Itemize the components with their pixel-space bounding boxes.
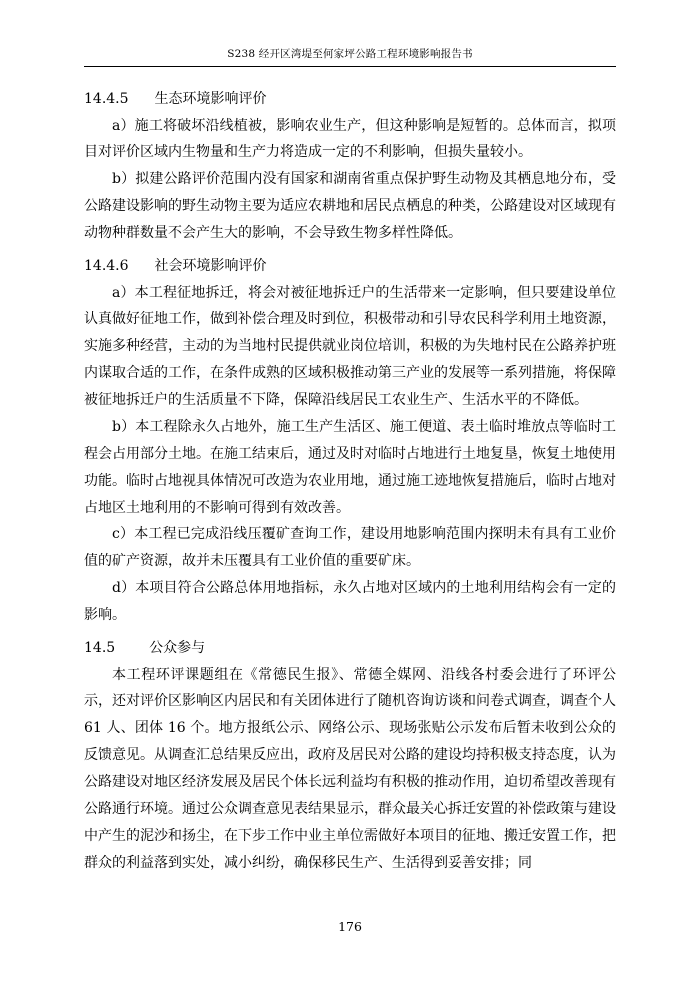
paragraph: b）拟建公路评价范围内没有国家和湖南省重点保护野生动物及其栖息地分布，受公路建设影响的野生动物主要为适应农耕地和居民点栖息的种类，公路建设对区域现有动物种群数量不会产生大的影响，不会导致生物多样性降低。 [84,171,616,242]
paragraph: 本工程环评课题组在《常德民生报》、常德全媒网、沿线各村委会进行了环评公示，还对评价区影响区内居民和有关团体进行了随机咨询访谈和问卷式调查，调查个人 61 人、团体 16 个。地方报纸公示、网络公示、现场张贴公示发布后暂未收到公众的反馈意见。从调查汇总结果反应出，政府及居民对公路的建设均持积极支持态度，认为公路建设对地区经济发展及居民个体长远利益均有积极的推动作用，迫切希望改善现有公路通行环境。通过公众调查意见表结果显示，群众最关心拆迁安置的补偿政策与建设中产生的泥沙和扬尘，在下步工作中业主单位需做好本项目的征地、搬迁安置工作，把群众的利益落到实处，减小纠纷，确保移民生产、生活得到妥善安排；同 [84,666,616,871]
section-number: 14.4.6 [84,257,129,274]
paragraph: b）本工程除永久占地外，施工生产生活区、施工便道、表土临时堆放点等临时工程会占用部分土地。在施工结束后，通过及时对临时占地进行土地复垦，恢复土地使用功能。临时占地视具体情况可改造为农业用地，通过施工迹地恢复措施后，临时占地对占地区土地利用的不影响可得到有效改善。 [84,418,616,516]
section-heading-14-4-6 [84,253,616,280]
section-heading-14-5 [84,635,616,662]
paragraph: d）本项目符合公路总体用地指标，永久占地对区域内的土地利用结构会有一定的影响。 [84,580,616,624]
paragraph: a）施工将破坏沿线植被，影响农业生产，但这种影响是短暂的。总体而言，拟项目对评价区域内生物量和生产力将造成一定的不利影响，但损失量较小。 [84,117,616,161]
section-title: 生态环境影响评价 [154,91,267,107]
page-header: S238 经开区湾堤至何家坪公路工程环境影响报告书 [227,48,473,60]
section-heading-14-4-5 [84,86,616,113]
section-title: 社会环境影响评价 [154,257,267,274]
paragraph: a）本工程征地拆迁，将会对被征地拆迁户的生活带来一定影响，但只要建设单位认真做好征地工作，做到补偿合理及时到位，积极带动和引导农民科学利用土地资源，实施多种经营，主动的为当地村民提供就业岗位培训，积极的为失地村民在公路养护班内谋取合适的工作，在条件成熟的区域积极推动第三产业的发展等一系列措施，将保障被征地拆迁户的生活质量不下降，保障沿线居民工农业生产、生活水平的不降低。 [84,284,616,409]
section-number: 14.5 [84,639,116,656]
document-body [84,80,616,877]
paragraph: c）本工程已完成沿线压覆矿查询工作，建设用地影响范围内探明未有具有工业价值的矿产资源，故并未压覆具有工业价值的重要矿床。 [84,526,616,570]
section-number: 14.4.5 [84,91,129,107]
page-number: 176 [338,919,362,934]
section-title: 公众参与 [149,639,206,656]
header-divider [84,66,616,67]
